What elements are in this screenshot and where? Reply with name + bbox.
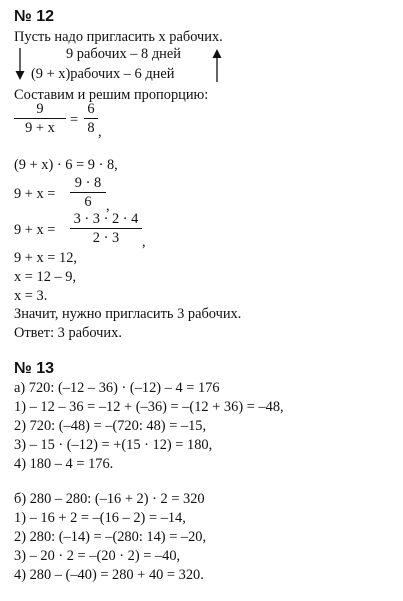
fraction-numerator: 6	[87, 101, 95, 117]
fraction-numerator: 9	[36, 101, 44, 117]
fraction-bar	[84, 118, 98, 119]
fraction	[70, 212, 142, 246]
punctuation: ,	[98, 124, 102, 140]
part-a-step: 2) 720: (–48) = –(720: 48) = –15,	[14, 418, 207, 434]
part-a-step: 4) 180 – 4 = 176.	[14, 456, 114, 472]
punctuation: ,	[106, 198, 110, 214]
fraction-bar	[70, 228, 142, 229]
part-b-step: 4) 280 – (–40) = 280 + 40 = 320.	[14, 567, 204, 583]
part-a-title: а) 720: (–12 – 36) · (–12) – 4 = 176	[14, 380, 220, 396]
punctuation: ,	[142, 234, 146, 250]
equation-line: 9 + x = 12,	[14, 250, 78, 266]
part-b-step: 2) 280: (–14) = –(280: 14) = –20,	[14, 529, 207, 545]
fraction-bar	[14, 118, 66, 119]
fraction-lhs	[14, 102, 66, 136]
part-b-step: 1) – 16 + 2 = –(16 – 2) = –14,	[14, 510, 186, 526]
part-a-step: 3) – 15 · (–12) = +(15 · 12) = 180,	[14, 437, 213, 453]
equation-line: x = 3.	[14, 288, 48, 304]
equation-line: x = 12 – 9,	[14, 269, 77, 285]
conclusion-text: Значит, нужно пригласить 3 рабочих.	[14, 306, 242, 322]
fraction-denominator: 8	[87, 120, 95, 136]
fraction-numerator: 3 · 3 · 2 · 4	[73, 211, 139, 227]
answer-text: Ответ: 3 рабочих.	[14, 325, 122, 341]
proportion-intro: Составим и решим пропорцию:	[14, 87, 209, 103]
equation-lhs: 9 + x =	[14, 222, 56, 238]
fraction-denominator: 9 + x	[25, 120, 55, 136]
arrow-up-icon	[211, 49, 223, 83]
part-b-title: б) 280 – 280: (–16 + 2) · 2 = 320	[14, 491, 205, 507]
fraction-denominator: 2 · 3	[92, 230, 120, 246]
fraction	[70, 176, 106, 210]
equals-sign: =	[70, 112, 79, 128]
part-b-step: 3) – 20 · 2 = –(20 · 2) = –40,	[14, 548, 181, 564]
arrow-down-icon	[14, 47, 26, 81]
fraction-bar	[70, 192, 106, 193]
equation-lhs: 9 + x =	[14, 186, 56, 202]
problem-12-header: № 12	[14, 8, 55, 25]
problem-12-intro: Пусть надо пригласить x рабочих.	[14, 29, 223, 45]
table-row-1: 9 рабочих – 8 дней	[66, 46, 181, 62]
fraction-denominator: 6	[84, 194, 92, 210]
fraction-rhs	[84, 102, 98, 136]
equation-line: (9 + x) · 6 = 9 · 8,	[14, 157, 118, 173]
problem-13-header: № 13	[14, 360, 55, 377]
part-a-step: 1) – 12 – 36 = –12 + (–36) = –(12 + 36) = –48,	[14, 399, 284, 415]
table-row-2: (9 + x)рабочих – 6 дней	[31, 66, 175, 82]
fraction-numerator: 9 · 8	[74, 175, 102, 191]
